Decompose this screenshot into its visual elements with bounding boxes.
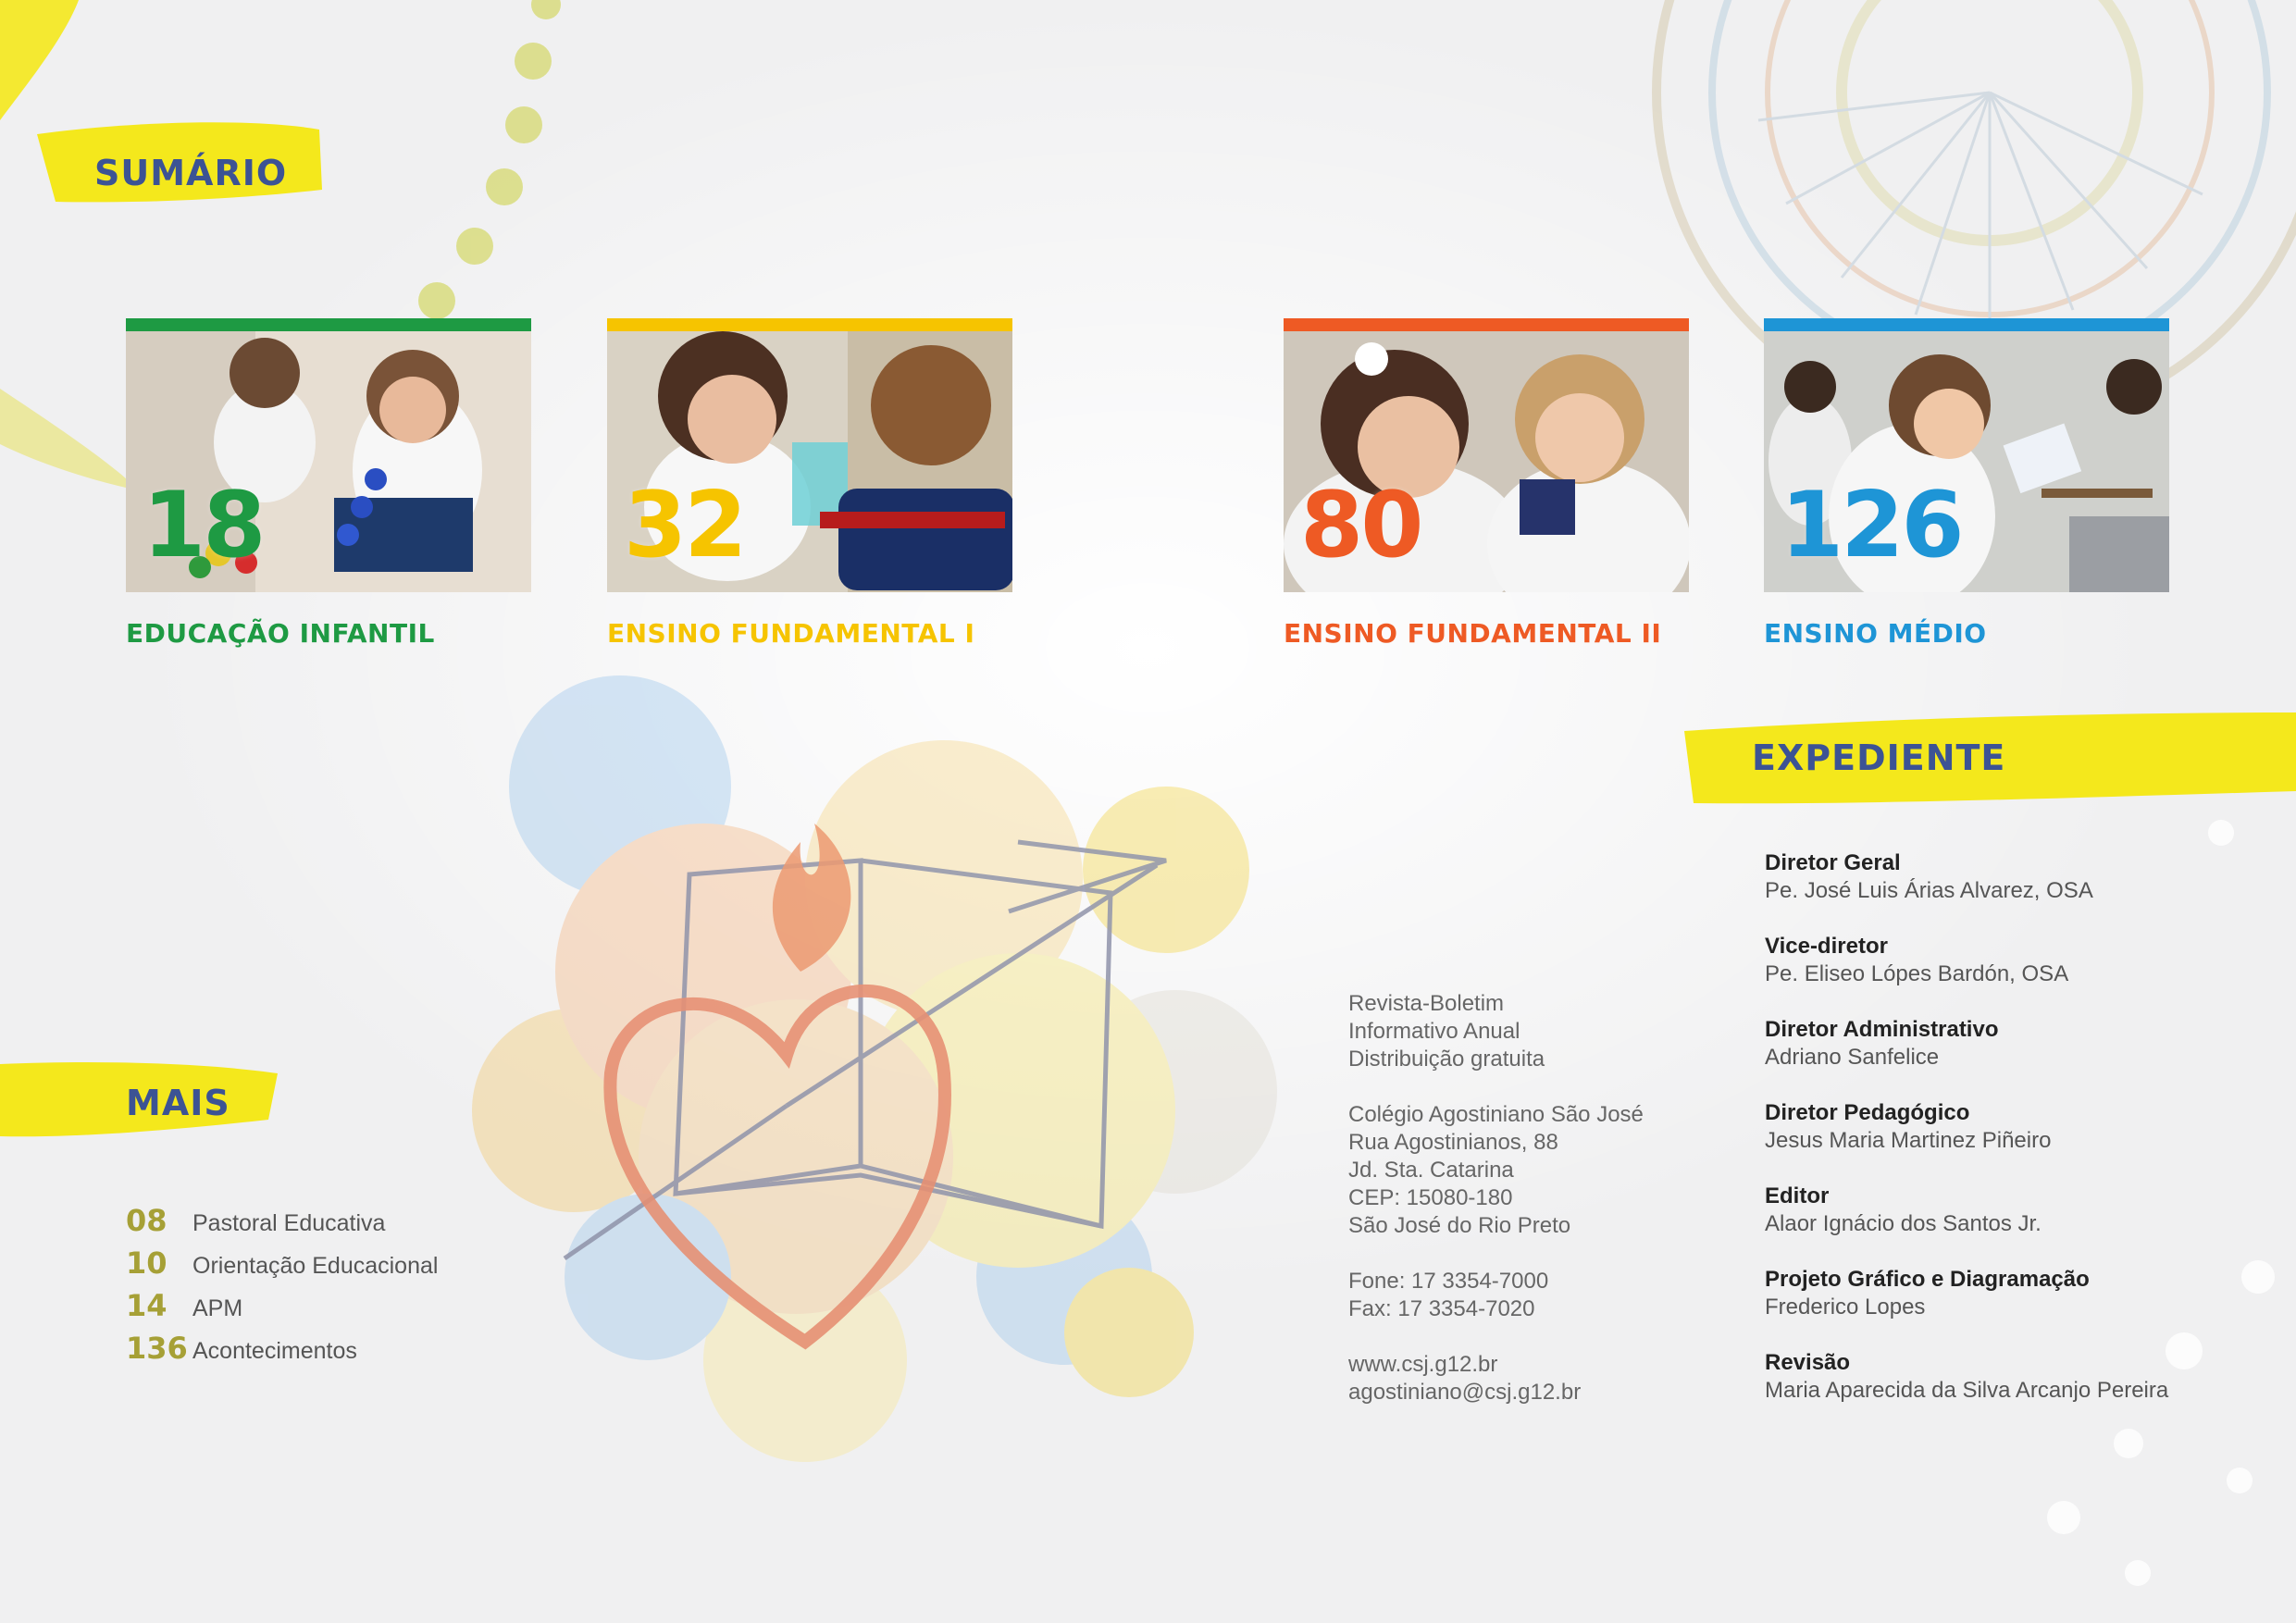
expediente-title: EXPEDIENTE — [1752, 737, 2006, 778]
mais-item[interactable] — [126, 1288, 242, 1325]
publication-type-line: Distribuição gratuita — [1348, 1047, 1545, 1072]
staff-role: Diretor Administrativo — [1765, 1017, 1999, 1042]
mais-title: MAIS — [126, 1083, 230, 1123]
staff-name: Maria Aparecida da Silva Arcanjo Pereira — [1765, 1378, 2169, 1403]
email-link[interactable]: agostiniano@csj.g12.br — [1348, 1380, 1582, 1405]
card-label-ensino-fundamental-i[interactable]: ENSINO FUNDAMENTAL I — [607, 618, 975, 649]
staff-role: Diretor Pedagógico — [1765, 1100, 1970, 1125]
mais-item-label: Acontecimentos — [192, 1338, 357, 1364]
publication-type-line: Informativo Anual — [1348, 1019, 1520, 1044]
card-label-educacao-infantil[interactable]: EDUCAÇÃO INFANTIL — [126, 618, 435, 649]
staff-role: Diretor Geral — [1765, 850, 1901, 875]
mais-page-number: 10 — [126, 1245, 168, 1281]
staff-entry — [1765, 849, 2093, 905]
staff-entry — [1765, 933, 2068, 988]
mais-item-label: APM — [192, 1295, 243, 1321]
staff-name: Pe. Eliseo Lópes Bardón, OSA — [1765, 961, 2069, 986]
mais-page-number: 14 — [126, 1288, 168, 1323]
address-line: CEP: 15080-180 — [1348, 1185, 1513, 1210]
sumario-title: SUMÁRIO — [94, 153, 288, 193]
staff-name: Jesus Maria Martinez Piñeiro — [1765, 1128, 2052, 1153]
card-label-ensino-medio[interactable]: ENSINO MÉDIO — [1764, 618, 1987, 649]
address-line: Jd. Sta. Catarina — [1348, 1158, 1514, 1183]
sumario-card-ensino-fundamental-i[interactable] — [607, 318, 1012, 592]
address-line: Rua Agostinianos, 88 — [1348, 1130, 1558, 1155]
card-color-bar — [1764, 318, 2169, 331]
staff-role: Vice-diretor — [1765, 934, 1888, 959]
staff-name: Adriano Sanfelice — [1765, 1045, 1940, 1070]
mais-item-label: Pastoral Educativa — [192, 1210, 386, 1236]
card-label-ensino-fundamental-ii[interactable]: ENSINO FUNDAMENTAL II — [1284, 618, 1662, 649]
staff-entry — [1765, 1349, 2168, 1405]
phone-line: Fone: 17 3354-7000 — [1348, 1269, 1549, 1294]
staff-name: Pe. José Luis Árias Alvarez, OSA — [1765, 878, 2093, 903]
publication-info — [1348, 990, 1644, 1406]
address-line: Colégio Agostiniano São José — [1348, 1102, 1644, 1127]
card-color-bar — [126, 318, 531, 331]
staff-entry — [1765, 1266, 2090, 1321]
staff-role: Revisão — [1765, 1350, 1851, 1375]
mais-page-number: 136 — [126, 1331, 188, 1366]
staff-entry — [1765, 1099, 2051, 1155]
staff-name: Frederico Lopes — [1765, 1295, 1926, 1319]
card-color-bar — [1284, 318, 1689, 331]
website-link[interactable]: www.csj.g12.br — [1348, 1352, 1498, 1377]
staff-name: Alaor Ignácio dos Santos Jr. — [1765, 1211, 2042, 1236]
mais-item[interactable] — [126, 1331, 357, 1368]
mais-item[interactable] — [126, 1245, 438, 1282]
address-line: São José do Rio Preto — [1348, 1213, 1571, 1238]
staff-role: Editor — [1765, 1183, 1830, 1208]
mais-item[interactable] — [126, 1203, 385, 1240]
staff-entry — [1765, 1016, 1998, 1072]
staff-role: Projeto Gráfico e Diagramação — [1765, 1267, 2090, 1292]
sumario-card-ensino-medio[interactable] — [1764, 318, 2169, 592]
mais-page-number: 08 — [126, 1203, 168, 1238]
card-color-bar — [607, 318, 1012, 331]
publication-type-line: Revista-Boletim — [1348, 991, 1505, 1016]
card-page-number: 32 — [624, 473, 745, 578]
mais-item-label: Orientação Educacional — [192, 1253, 439, 1279]
sumario-card-educacao-infantil[interactable] — [126, 318, 531, 592]
card-page-number: 18 — [143, 473, 264, 578]
staff-entry — [1765, 1183, 2042, 1238]
card-page-number: 80 — [1300, 473, 1421, 578]
sumario-card-ensino-fundamental-ii[interactable] — [1284, 318, 1689, 592]
fax-line: Fax: 17 3354-7020 — [1348, 1296, 1535, 1321]
card-page-number: 126 — [1781, 473, 1962, 578]
